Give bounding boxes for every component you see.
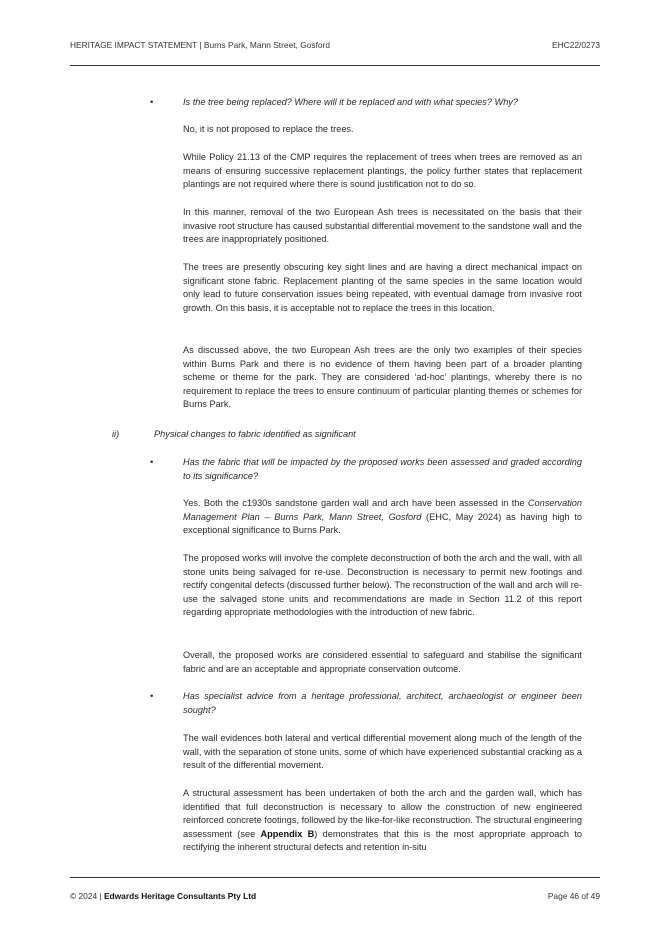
text-run: (EHC, May 2024) as having high to exceptional significance to Burns Park. bbox=[183, 511, 582, 536]
paragraph: In this manner, removal of the two European Ash trees is necessitated on the basis that their invasive root structure has caused substantial differential movement to the sandstone wall and the trees are inappropriately positioned. bbox=[183, 207, 582, 245]
paragraph: The proposed works will involve the complete deconstruction of both the arch and the wall, with all stone units being salvaged for re-use. Deconstruction is necessary to permit new footings and rectify congenital defects (discussed further below). The reconstruction of the wall and arch will re-use the salvaged stone units and recommendations are made in Section 11.2 of this report regarding appropriate methodologies with the introduction of new fabric. bbox=[183, 553, 582, 618]
text-run: A structural assessment has been undertaken of both the arch and the garden wall, which has identified that full deconstruction is necessary to allow the construction of new engineered reinforced concrete footings, followed by the like-for-like reconstruction. The structural engineering assessment (see bbox=[183, 788, 582, 839]
cmp-title: Conservation Management Plan – Burns Park, Mann Street, Gosford bbox=[183, 498, 582, 522]
footer-divider bbox=[70, 877, 600, 878]
subsection-number: ii) bbox=[112, 429, 120, 439]
subsection-title: Physical changes to fabric identified as significant bbox=[154, 429, 356, 439]
paragraph: Overall, the proposed works are considered essential to safeguard and stabilise the significant fabric and are an acceptable and appropriate conservation outcome. bbox=[183, 650, 582, 674]
paragraph: While Policy 21.13 of the CMP requires the replacement of trees when trees are removed as an means of ensuring successive replacement plantings, the policy further states that replacement plantings are not required where there is sound justification not to do so. bbox=[183, 152, 582, 190]
text-run: Yes. Both the c1930s sandstone garden wall and arch have been assessed in the bbox=[183, 498, 528, 508]
page-footer bbox=[70, 891, 600, 901]
bullet-icon: • bbox=[150, 691, 154, 702]
bullet-icon: • bbox=[150, 457, 154, 468]
question-fabric-assessed: Has the fabric that will be impacted by the proposed works been assessed and graded according to its significance? bbox=[183, 457, 582, 481]
paragraph bbox=[183, 787, 582, 855]
header-divider bbox=[70, 65, 600, 66]
question-specialist-advice: Has specialist advice from a heritage professional, architect, archaeologist or engineer been sought? bbox=[183, 691, 582, 715]
text-run: ) demonstrates that this is the most appropriate approach to rectifying the inherent structural defects and retention in-situ bbox=[183, 828, 582, 853]
footer-copyright bbox=[70, 891, 256, 901]
paragraph: No, it is not proposed to replace the trees. bbox=[183, 124, 354, 134]
paragraph bbox=[183, 497, 582, 538]
bullet-icon: • bbox=[150, 97, 154, 108]
paragraph: The trees are presently obscuring key sight lines and are having a direct mechanical impact on significant stone fabric. Replacement planting of the same species in the same location would only lead to future conservation issues being repeated, with eventual damage from invasive root growth. On this basis, it is acceptable not to replace the trees in this location. bbox=[183, 262, 582, 313]
page-number: Page 46 of 49 bbox=[547, 891, 600, 901]
question-tree-replacement: Is the tree being replaced? Where will it be replaced and with what species? Why? bbox=[183, 97, 519, 107]
appendix-b-reference: Appendix B bbox=[260, 828, 315, 839]
paragraph: The wall evidences both lateral and vertical differential movement along much of the length of the wall, with the separation of stone units, some of which have experienced substantial cracking as a result of the differential movement. bbox=[183, 733, 582, 771]
header-title: HERITAGE IMPACT STATEMENT | Burns Park, Mann Street, Gosford bbox=[70, 40, 331, 50]
page-header bbox=[70, 40, 600, 50]
header-reference: EHC22/0273 bbox=[552, 40, 600, 50]
copyright-prefix: © 2024 | bbox=[70, 891, 104, 901]
company-name: Edwards Heritage Consultants Pty Ltd bbox=[103, 891, 257, 901]
paragraph: As discussed above, the two European Ash trees are the only two examples of their species within Burns Park and there is no evidence of them having been part of a broader planting scheme or theme for the park. They are considered ‘ad-hoc’ plantings, whereby there is no requirement to replace the trees to ensure continuum of particular planting themes or schemes for Burns Park. bbox=[183, 345, 582, 410]
